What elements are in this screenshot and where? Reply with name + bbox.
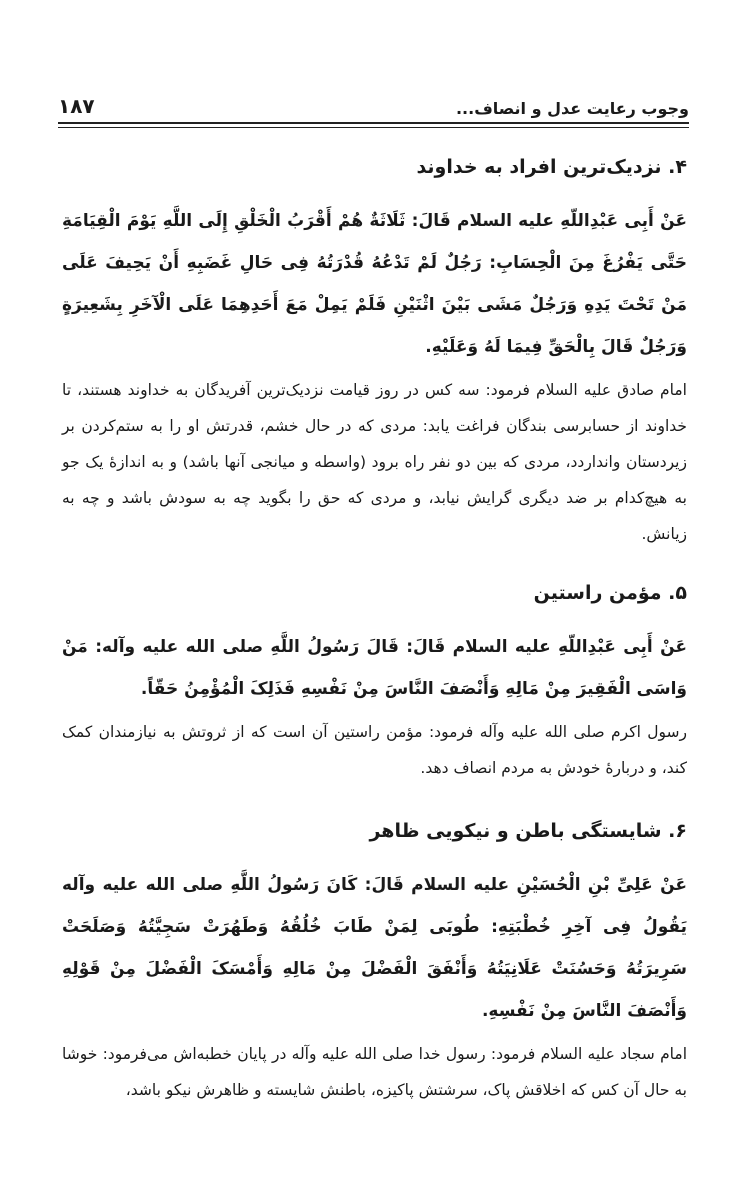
persian-translation: امام صادق عليه السلام فرمود: سه کس در روز قیامت نزدیک‌ترین آفریدگان به خداوند هستند، تا خداوند از حسابرسی بندگان فراغت یابد: مردی که در حال خشم، قدرتش او را به ستم‌کردن بر زیردستان وانداردد، مردی که بین دو نفر راه برود (واسطه و میانجی آنها باشد) و به اندازهٔ یک جو به هیچ‌کدام بر ضد دیگری گرایش نیابد، و مردی که حق را بگوید چه به سودش باشد و چه به زیانش. <box>62 381 687 543</box>
section-true-believer <box>62 576 687 786</box>
section-heading: ۴. نزدیک‌ترین افراد به خداوند <box>416 156 687 178</box>
persian-translation: امام سجاد عليه السلام فرمود: رسول خدا صلى الله عليه وآله در پایان خطبه‌اش می‌فرمود: خوشا به حال آن کس که اخلاقش پاک، سرشتش پاکیزه، باطنش شایسته و ظاهرش نیکو باشد، <box>62 1045 687 1099</box>
running-title: وجوب رعایت عدل و انصاف... <box>455 99 689 118</box>
arabic-hadith: عَنْ أَبِی عَبْدِاللّهِ عليه السلام قَالَ: قَالَ رَسُولُ اللَّهِ صلى الله عليه وآله: مَنْ وَاسَی الْفَقِیرَ مِنْ مَالِهِ وَأَنْصَفَ النَّاسَ مِنْ نَفْسِهِ فَذَلِکَ الْمُؤْمِنُ حَقّاً. <box>62 637 687 699</box>
section-closest-people <box>62 150 687 552</box>
page-header <box>58 88 689 118</box>
header-rule-thin <box>58 127 689 128</box>
section-inner-outer-virtue <box>62 814 687 1108</box>
page-body <box>62 150 687 1128</box>
persian-translation: رسول اکرم صلى الله عليه وآله فرمود: مؤمن راستین آن است که از ثروتش به نیازمندان کمک کند، و دربارهٔ خودش به مردم انصاف دهد. <box>62 723 687 777</box>
section-heading: ۵. مؤمن راستین <box>533 582 687 604</box>
header-rule-thick <box>58 122 689 124</box>
arabic-hadith: عَنْ عَلِیِّ بْنِ الْحُسَیْنِ عليه السلام قَالَ: کَانَ رَسُولُ اللَّهِ صلى الله عليه وآله یَقُولُ فِی آخِرِ خُطْبَتِهِ: طُوبَی لِمَنْ طَابَ خُلُقُهُ وَطَهُرَتْ سَجِیَّتُهُ وَصَلَحَتْ سَرِیرَتُهُ وَحَسُنَتْ عَلَانِیَتُهُ وَأَنْفَقَ الْفَضْلَ مِنْ مَالِهِ وَأَمْسَکَ الْفَضْلَ مِنْ قَوْلِهِ وَأَنْصَفَ النَّاسَ مِنْ نَفْسِهِ. <box>62 875 687 1021</box>
section-heading: ۶. شایستگی باطن و نیکویی ظاهر <box>369 820 687 842</box>
arabic-hadith: عَنْ أَبِی عَبْدِاللّهِ عليه السلام قَالَ: ثَلَاثَةٌ هُمْ أَقْرَبُ الْخَلْقِ إِلَی اللَّهِ یَوْمَ الْقِیَامَةِ حَتَّی یَفْرُغَ مِنَ الْحِسَابِ: رَجُلٌ لَمْ تَدْعُهُ قُدْرَتُهُ فِی حَالِ غَضَبِهِ أَنْ یَحِیفَ عَلَی مَنْ تَحْتَ یَدِهِ وَرَجُلٌ مَشَی بَیْنَ اثْنَیْنِ فَلَمْ یَمِلْ مَعَ أَحَدِهِمَا عَلَی الْآخَرِ بِشَعِیرَةٍ وَرَجُلٌ قَالَ بِالْحَقِّ فِیمَا لَهُ وَعَلَیْهِ. <box>62 211 687 357</box>
page-number: ۱۸۷ <box>58 94 95 118</box>
